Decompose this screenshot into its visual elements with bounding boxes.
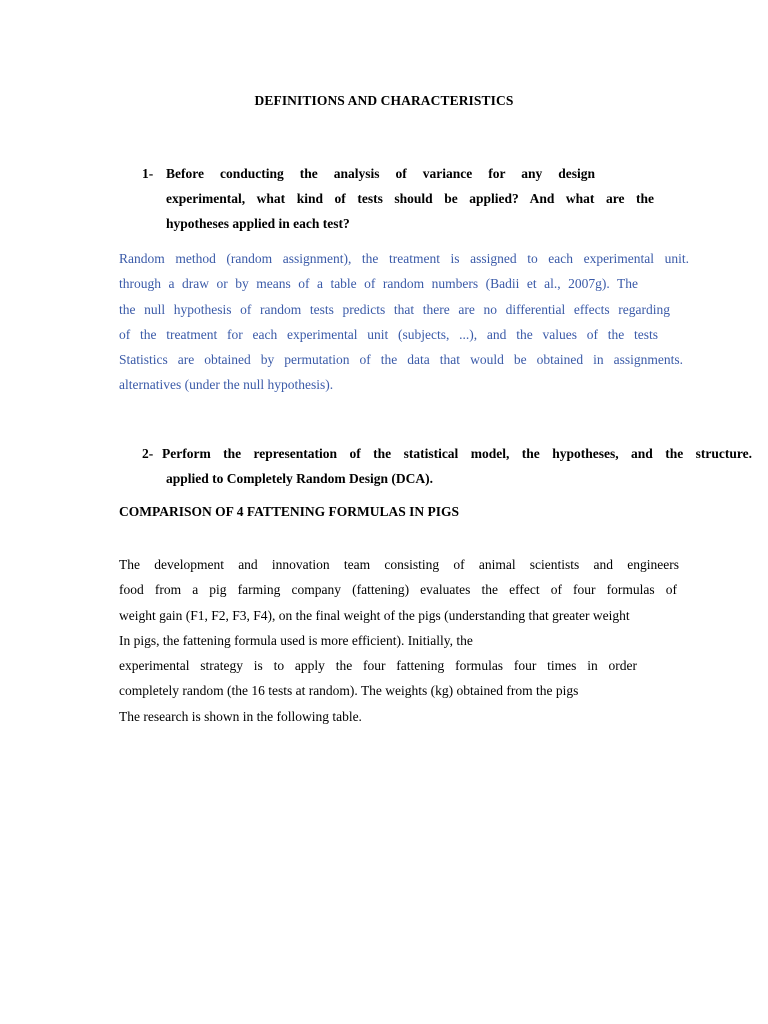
answer-1-line: through a draw or by means of a table of random numbers (Badii et al., 2007g). The xyxy=(119,276,638,292)
section-heading: COMPARISON OF 4 FATTENING FORMULAS IN PIGS xyxy=(119,504,460,519)
question-1-line: Before conducting the analysis of variance for any design xyxy=(166,166,595,181)
paragraph-line: The development and innovation team consisting of animal scientists and engineers xyxy=(119,557,679,572)
answer-1-line: of the treatment for each experimental unit (subjects, ...), and the values of the tests xyxy=(119,326,658,342)
question-1-line: hypotheses applied in each test? xyxy=(166,216,350,231)
answer-1-line: the null hypothesis of random tests predicts that there are no differential effects regarding xyxy=(119,301,670,317)
paragraph-line: The research is shown in the following table. xyxy=(119,708,362,724)
page-title: DEFINITIONS AND CHARACTERISTICS xyxy=(254,93,514,108)
paragraph-line: weight gain (F1, F2, F3, F4), on the final weight of the pigs (understanding that greater weight xyxy=(119,607,630,623)
question-1-line: experimental, what kind of tests should be applied? And what are the xyxy=(166,191,654,206)
question-2-text xyxy=(162,441,752,491)
answer-1 xyxy=(119,246,689,398)
paragraph-line: completely random (the 16 tests at random). The weights (kg) obtained from the pigs xyxy=(119,683,579,699)
question-2-line: Perform the representation of the statistical model, the hypotheses, and the structure. xyxy=(162,446,752,461)
answer-1-line: alternatives (under the null hypothesis). xyxy=(119,377,334,393)
question-2-line: applied to Completely Random Design (DCA). xyxy=(166,471,434,486)
question-1-number: 1- xyxy=(142,166,154,181)
body-paragraph xyxy=(119,552,679,729)
answer-1-line: Statistics are obtained by permutation of the data that would be obtained in assignments. xyxy=(119,352,683,368)
question-2-number: 2- xyxy=(142,446,154,461)
paragraph-line: experimental strategy is to apply the four fattening formulas four times in order xyxy=(119,658,637,674)
paragraph-line: In pigs, the fattening formula used is more efficient). Initially, the xyxy=(119,632,473,648)
answer-1-line: Random method (random assignment), the treatment is assigned to each experimental unit. xyxy=(119,251,689,266)
paragraph-line: food from a pig farming company (fattening) evaluates the effect of four formulas of xyxy=(119,582,677,598)
question-1-text xyxy=(166,161,654,236)
